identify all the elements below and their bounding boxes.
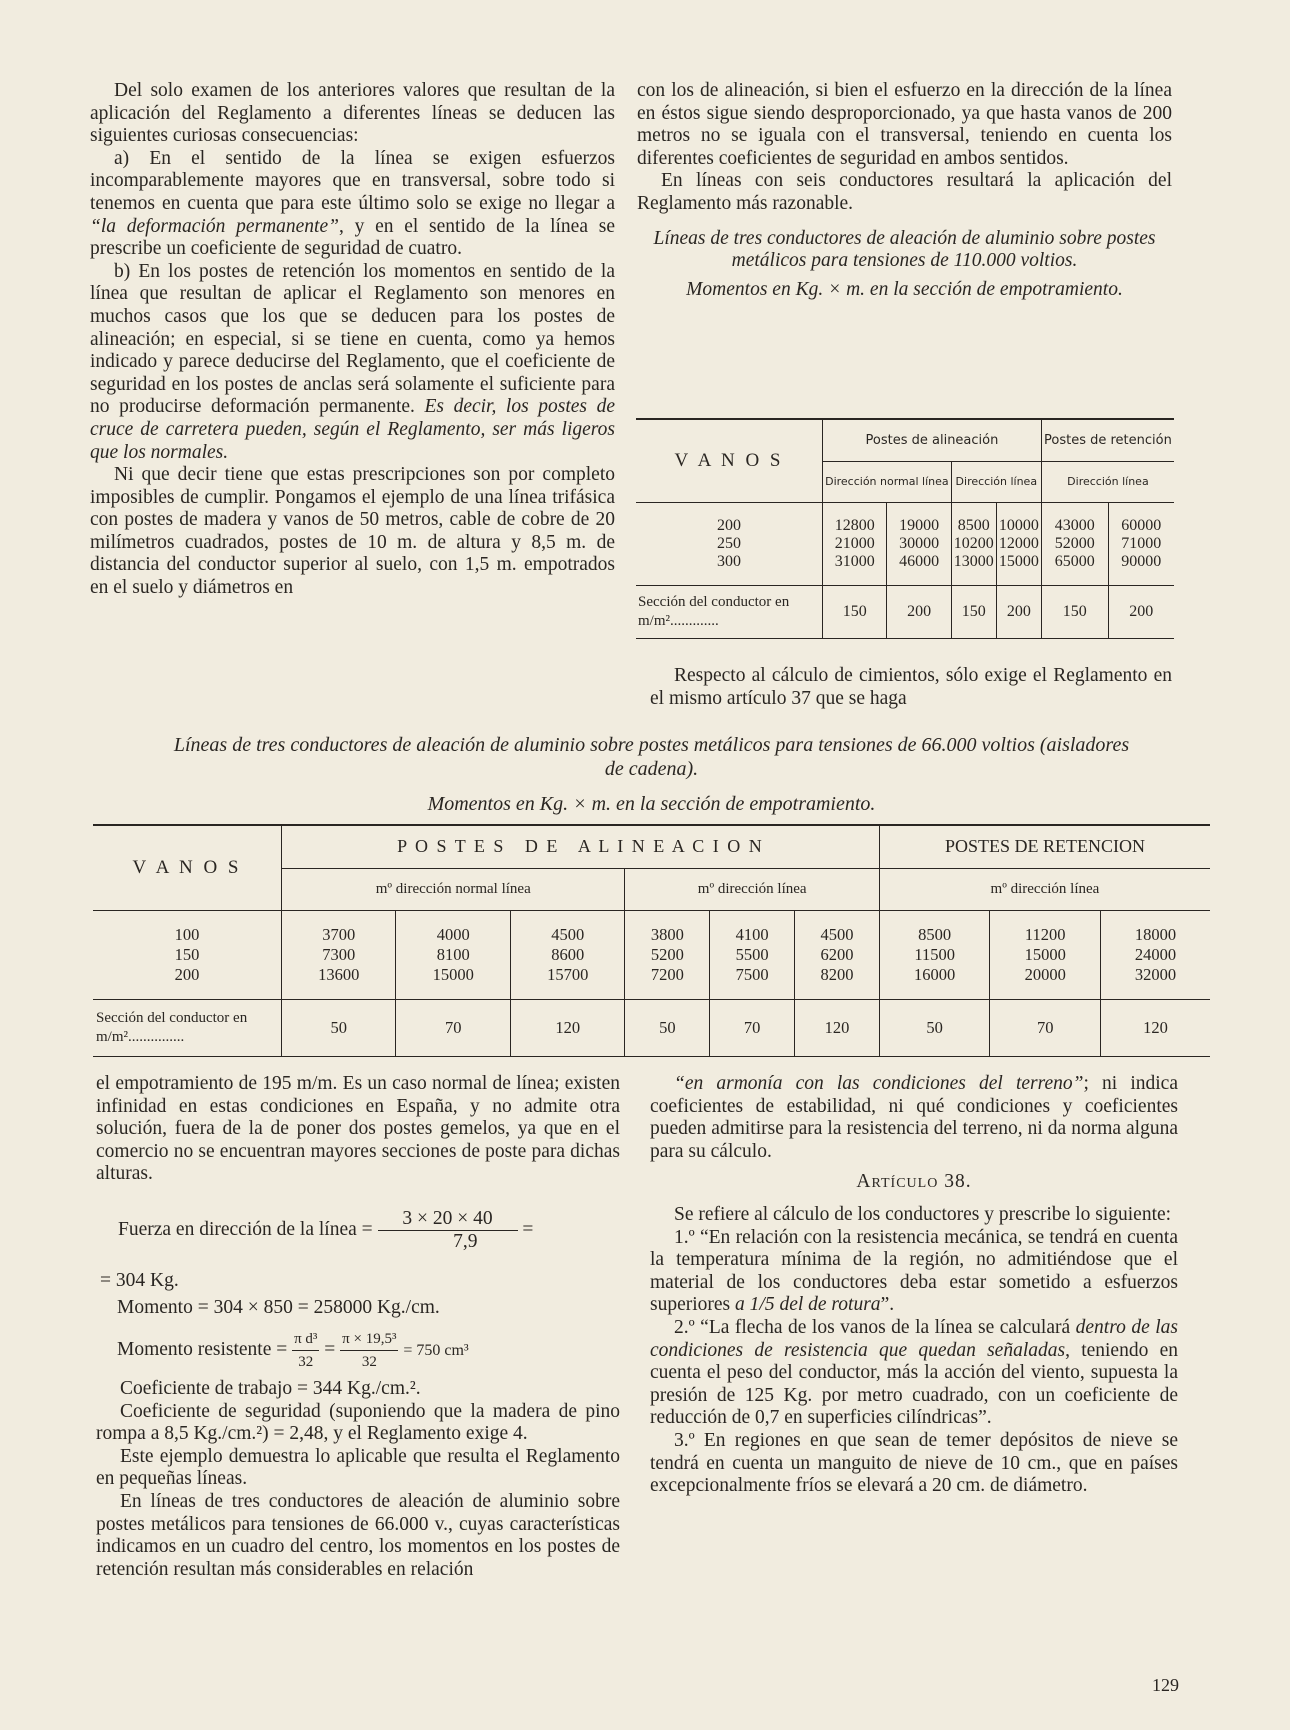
value-cell: 5500	[710, 945, 795, 965]
section-value: 200	[1129, 603, 1154, 620]
group-header-alineacion: P O S T E S D E A L I N E A C I O N	[282, 825, 880, 868]
value-cell: 90000	[1121, 553, 1162, 570]
table-66kv	[93, 824, 1210, 1057]
value-cell: 20000	[990, 965, 1101, 1000]
paragraph: Este ejemplo demuestra lo aplicable que resulta el Reglamento en pequeñas líneas.	[96, 1445, 620, 1490]
value-cell: 8200	[795, 965, 880, 1000]
section-value: 150	[951, 586, 996, 639]
section-value: 150	[823, 586, 887, 639]
formula-result: = 750 cm³	[403, 1341, 469, 1359]
page-number: 129	[1152, 1675, 1179, 1695]
value-cell: 15000	[990, 945, 1101, 965]
paragraph: 2.º “La flecha de los vanos de la línea se calculará dentro de las condiciones de resistencia que quedan señaladas, teniendo en cuenta el peso del conductor, más la acción del viento, supuesta la presión de 125 Kg. por metro cuadrado, con un coeficiente de reducción de 0,7 en superficies cilíndricas”.	[650, 1316, 1178, 1429]
value-cell: 15000	[996, 553, 1041, 586]
value-cell: 18000	[1134, 925, 1177, 944]
formula-momento-resistente: Momento resistente = $\frac{\text{π d³}}{32}$ = $\frac{\text{π × 19,5³}}{32}$ = 750 cm³	[117, 1328, 637, 1373]
section-value: 120	[510, 1000, 625, 1057]
subheader-linea-ret: Dirección línea	[1041, 461, 1174, 503]
value-cell: 43000	[1041, 503, 1108, 536]
table2-subtitle: Momentos en Kg. × m. en la sección de empotramiento.	[427, 793, 876, 815]
table1-title: Líneas de tres conductores de aleación de aluminio sobre postes metálicos para tensiones de 110.000 voltios.	[653, 227, 1156, 272]
vano-cell: 250	[636, 535, 823, 553]
paragraph: Se refiere al cálculo de los conductores y prescribe lo siguiente:	[674, 1203, 1172, 1225]
fraction	[378, 1208, 518, 1253]
value-cell: 12000	[996, 535, 1041, 553]
paragraph: Coeficiente de seguridad (suponiendo que la madera de pino rompa a 8,5 Kg./cm.²) = 2,48, y el Reglamento exige 4.	[96, 1400, 620, 1445]
value-cell: 3800	[625, 911, 710, 946]
formula-fuerza-result: = 304 Kg.	[100, 1270, 179, 1291]
value-cell: 52000	[1041, 535, 1108, 553]
value-cell: 7200	[625, 965, 710, 1000]
section-value: 50	[879, 1000, 990, 1057]
vano-cell: 100	[93, 911, 282, 946]
table1-subtitle: Momentos en Kg. × m. en la sección de empotramiento.	[686, 278, 1123, 300]
value-cell: 46000	[887, 553, 951, 586]
right-column-bottom	[650, 1073, 1178, 1498]
table-row	[636, 553, 1174, 586]
subheader-normal: mº dirección normal línea	[282, 868, 625, 911]
section-value: 50	[625, 1000, 710, 1057]
vanos-header: V A N O S	[93, 825, 282, 911]
value-cell: 65000	[1041, 553, 1108, 586]
value-cell: 8500	[951, 503, 996, 536]
left-column-top	[90, 80, 615, 600]
table-row	[93, 911, 1210, 946]
paragraph: En líneas de tres conductores de aleación de aluminio sobre postes metálicos para tensiones de 66.000 v., cuyas características indicamos en un cuadro del centro, los momentos en los postes de retención resultan más considerables en relación	[96, 1490, 620, 1580]
table-row	[636, 503, 1174, 536]
group-header-alineacion: Postes de alineación	[823, 419, 1042, 461]
left-column-coefs	[96, 1378, 620, 1581]
fraction	[292, 1328, 319, 1373]
paragraph: Respecto al cálculo de cimientos, sólo exige el Reglamento en el mismo artículo 37 que se haga	[650, 665, 1172, 709]
denominator: 32	[298, 1354, 314, 1370]
section-label: Sección del conductor en m/m²...............	[93, 1000, 282, 1057]
vano-cell: 200	[636, 503, 823, 536]
group-header-retencion: Postes de retención	[1041, 419, 1174, 461]
vano-cell: 200	[93, 965, 282, 1000]
value-cell: 7500	[710, 965, 795, 1000]
value-cell: 30000	[887, 535, 951, 553]
paragraph: En líneas con seis conductores resultará la aplicación del Reglamento más razonable.	[637, 170, 1172, 214]
numerator: π × 19,5³	[340, 1328, 398, 1351]
vano-cell: 300	[636, 553, 823, 586]
section-label: Sección del conductor en m/m².............	[636, 586, 823, 639]
section-value: 70	[990, 1000, 1101, 1057]
section-value: 120	[1143, 1018, 1168, 1037]
value-cell: 13600	[282, 965, 396, 1000]
section-value: 150	[1041, 586, 1108, 639]
value-cell: 15700	[510, 965, 625, 1000]
right-column-top	[637, 80, 1172, 301]
paragraph: el empotramiento de 195 m/m. Es un caso normal de línea; existen infinidad en estas condiciones en España, y no admite otra solución, fuera de la de poner dos postes gemelos, ya que en el comercio no se encuentran mayores secciones de poste para dichas alturas.	[96, 1073, 620, 1185]
value-cell: 60000	[1121, 517, 1162, 534]
value-cell: 31000	[823, 553, 887, 586]
subheader-normal: Dirección normal línea	[823, 461, 952, 503]
group-header-retencion: POSTES DE RETENCION	[879, 825, 1210, 868]
paragraph: 3.º En regiones en que sean de temer depósitos de nieve se tendrá en cuenta un manguito de nieve de 10 cm., que en países excepcionalmente fríos se elevará a 20 cm. de diámetro.	[650, 1429, 1178, 1497]
formula-fuerza: Fuerza en dirección de la línea = $\frac{3 \times 20 \times 40}{7,9}$ =	[118, 1208, 534, 1252]
fraction	[340, 1328, 398, 1373]
table2-title: Líneas de tres conductores de aleación de aluminio sobre postes metálicos para tensiones de 66.000 voltios (aisladores de cadena).	[173, 734, 1130, 780]
value-cell: 71000	[1121, 535, 1162, 552]
value-cell: 6200	[795, 945, 880, 965]
formula-label: Momento resistente =	[117, 1338, 288, 1360]
section-value: 200	[887, 586, 951, 639]
value-cell: 8500	[879, 911, 990, 946]
table-110kv	[636, 418, 1174, 639]
numerator: π d³	[292, 1328, 319, 1351]
value-cell: 11500	[879, 945, 990, 965]
section-value: 200	[996, 586, 1041, 639]
section-value: 70	[710, 1000, 795, 1057]
value-cell: 4500	[510, 911, 625, 946]
value-cell: 21000	[823, 535, 887, 553]
numerator: 3 × 20 × 40	[378, 1208, 518, 1231]
value-cell: 5200	[625, 945, 710, 965]
value-cell: 13000	[951, 553, 996, 586]
subheader-linea: Dirección línea	[951, 461, 1041, 503]
value-cell: 10200	[951, 535, 996, 553]
value-cell: 19000	[887, 503, 951, 536]
right-column-after-table	[650, 665, 1172, 710]
value-cell: 15000	[396, 965, 510, 1000]
paragraph: Ni que decir tiene que estas prescripciones son por completo imposibles de cumplir. Pongamos el ejemplo de una línea trifásica con postes de madera y vanos de 50 metros, cable de cobre de 20 milímetros cuadrados, postes de 10 m. de altura y 8,5 m. de distancia del conductor superior al suelo, con 1,5 m. empotrados en el suelo y diámetros en	[90, 464, 615, 599]
section-value: 70	[396, 1000, 510, 1057]
formula-momento: Momento = 304 × 850 = 258000 Kg./cm.	[117, 1297, 440, 1318]
denominator: 32	[361, 1354, 377, 1370]
value-cell: 7300	[282, 945, 396, 965]
value-cell: 4000	[396, 911, 510, 946]
subheader-linea: mº dirección línea	[625, 868, 879, 911]
value-cell: 8600	[510, 945, 625, 965]
value-cell: 32000	[1134, 965, 1177, 984]
paragraph-b: b) En los postes de retención los momentos en sentido de la línea que resultan de aplicar el Reglamento son menores en muchos casos que los que se deducen para los postes de alineación; en especial, si se tiene en cuenta, como ya hemos indicado y parece deducirse del Reglamento, que el coeficiente de seguridad en los postes de anclas será solamente el suficiente para no producirse deformación permanente. Es decir, los postes de cruce de carretera pueden, según el Reglamento, ser más ligeros que los normales.	[90, 260, 615, 463]
value-cell: 10000	[996, 503, 1041, 536]
value-cell: 11200	[990, 911, 1101, 946]
table-row	[93, 945, 1210, 965]
formula-label: Fuerza en dirección de la línea =	[118, 1218, 373, 1240]
value-cell: 12800	[823, 503, 887, 536]
value-cell: 24000	[1134, 945, 1177, 964]
section-value: 50	[282, 1000, 396, 1057]
table-row	[636, 535, 1174, 553]
table-row	[93, 965, 1210, 1000]
paragraph: Coeficiente de trabajo = 344 Kg./cm.².	[120, 1378, 421, 1399]
paragraph: Del solo examen de los anteriores valores que resultan de la aplicación del Reglamento a diferentes líneas se deducen las siguientes curiosas consecuencias:	[90, 80, 615, 147]
paragraph-a: a) En el sentido de la línea se exigen esfuerzos incomparablemente mayores que en transversal, sobre todo si tenemos en cuenta que para este último solo se exige no llegar a “la deformación permanente”, y en el sentido de la línea se prescribe un coeficiente de seguridad de cuatro.	[90, 147, 615, 260]
section-heading: Artículo 38.	[856, 1171, 972, 1193]
left-column-bottom	[96, 1073, 620, 1186]
paragraph: con los de alineación, si bien el esfuerzo en la dirección de la línea en éstos sigue siendo desproporcionado, ya que hasta vanos de 200 metros no se iguala con el transversal, teniendo en cuenta los diferentes coeficientes de seguridad en ambos sentidos.	[637, 80, 1172, 169]
denominator: 7,9	[453, 1231, 478, 1252]
subheader-linea-ret: mº dirección línea	[879, 868, 1210, 911]
paragraph: “en armonía con las condiciones del terreno”; ni indica coeficientes de estabilidad, ni qué condiciones y coeficientes pueden admitirse para la resistencia del terreno, ni da norma alguna para su cálculo.	[650, 1073, 1178, 1162]
value-cell: 4500	[795, 911, 880, 946]
vanos-header: V A N O S	[636, 419, 823, 503]
paragraph: 1.º “En relación con la resistencia mecánica, se tendrá en cuenta la temperatura mínima de la región, no admitiéndose que el material de los conductores deba estar sometido a esfuerzos superiores a 1/5 del de rotura”.	[650, 1226, 1178, 1316]
section-value: 120	[795, 1000, 880, 1057]
value-cell: 3700	[282, 911, 396, 946]
value-cell: 8100	[396, 945, 510, 965]
value-cell: 4100	[710, 911, 795, 946]
value-cell: 16000	[879, 965, 990, 1000]
vano-cell: 150	[93, 945, 282, 965]
